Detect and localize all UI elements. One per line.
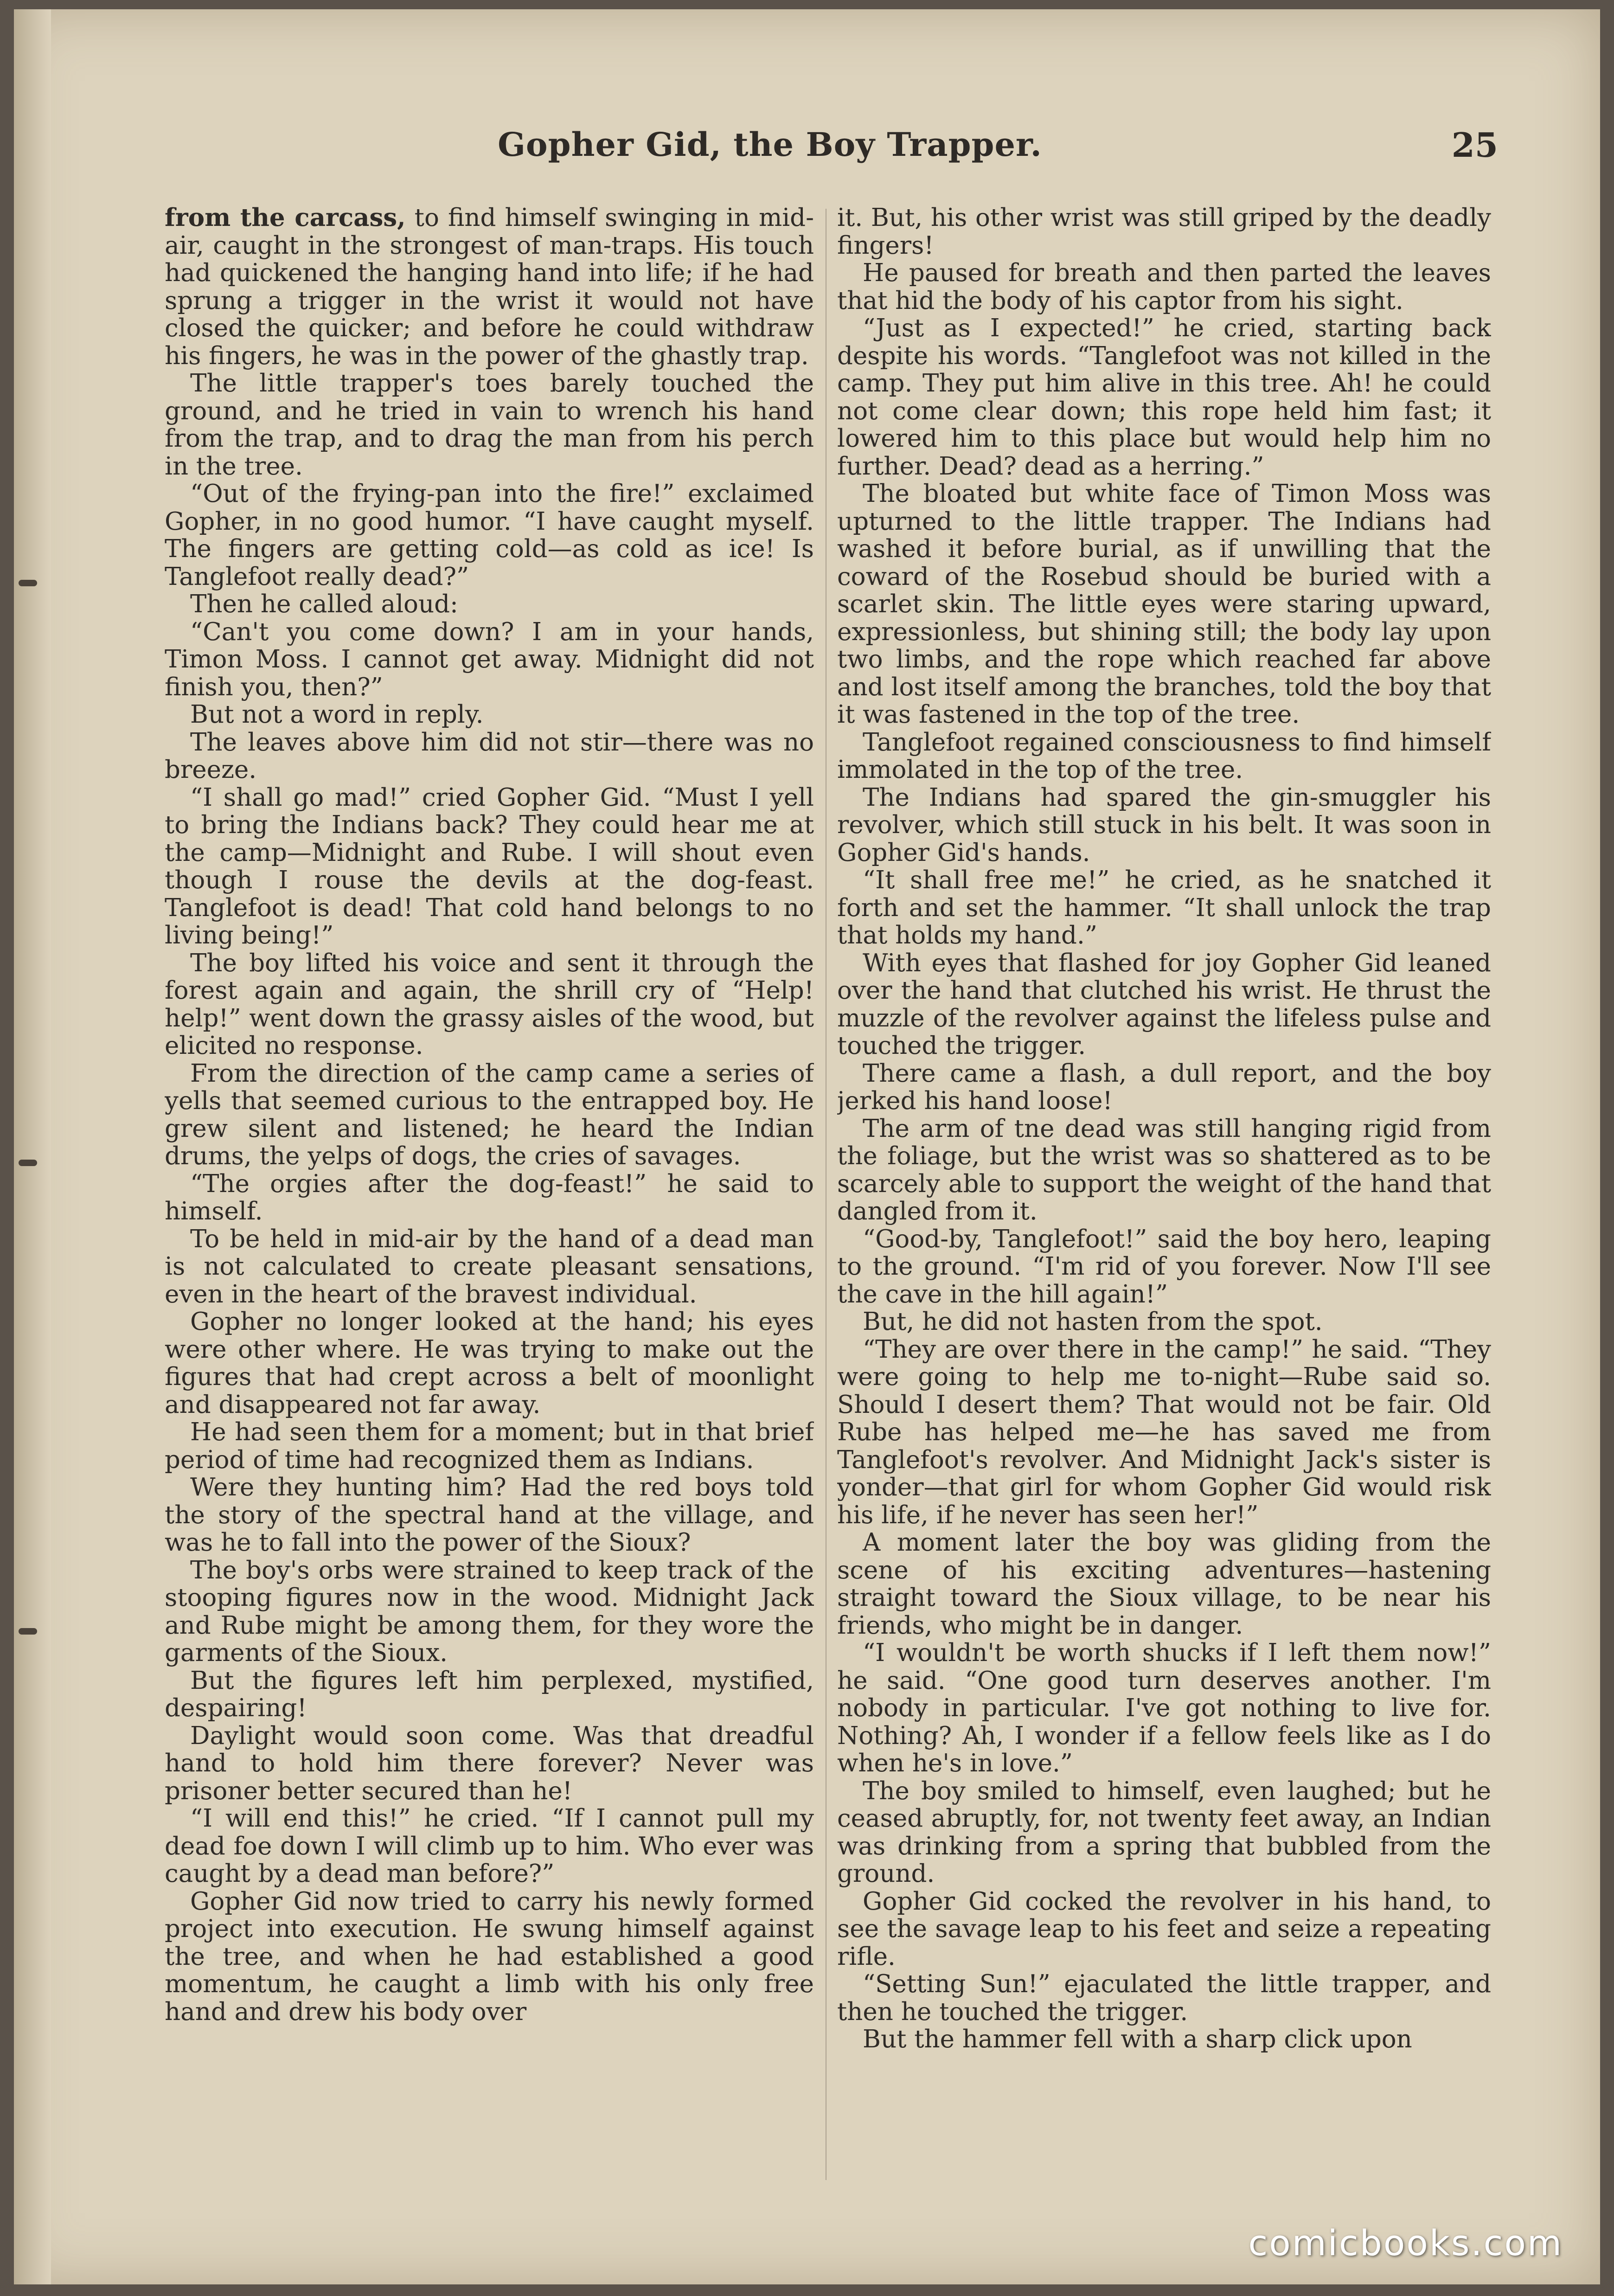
paragraph: Tanglefoot regained consciousness to find himself immolated in the top of the tree. [837, 728, 1491, 784]
paragraph: “They are over there in the camp!” he said. “They were going to help me to-night—Rube said so. Should I desert them? That would not be fair. Old Rube has helped me—he has saved me from Tanglefoot's revolver. And Midnight Jack's sister is yonder—that girl for whom Gopher Gid would risk his life, if he never has seen her!” [837, 1335, 1491, 1529]
paragraph: “I will end this!” he cried. “If I cannot pull my dead foe down I will climb up to him. Who ever was caught by a dead man before?” [165, 1804, 814, 1888]
binding-stitch [19, 1160, 37, 1166]
paragraph: “Just as I expected!” he cried, starting back despite his words. “Tanglefoot was not killed in the camp. They put him alive in this tree. Ah! he could not come clear down; this rope held him fast; it lowered him to this place but would help him no further. Dead? dead as a herring.” [837, 314, 1491, 481]
paragraph: The bloated but white face of Timon Moss was upturned to the little trapper. The Indians had washed it before burial, as if unwilling that the coward of the Rosebud should be buried with a scarlet skin. The little eyes were staring upward, expressionless, but shining still; the body lay upon two limbs, and the rope which reached far above and lost itself among the branches, told the boy that it was fastened in the top of the tree. [837, 480, 1491, 729]
paragraph: “Can't you come down? I am in your hands, Timon Moss. I cannot get away. Midnight did not finish you, then?” [165, 617, 814, 701]
paragraph: He paused for breath and then parted the leaves that hid the body of his captor from his sight. [837, 259, 1491, 315]
paragraph: The boy lifted his voice and sent it through the forest again and again, the shrill cry of “Help! help!” went down the grassy aisles of the wood, but elicited no response. [165, 949, 814, 1060]
paragraph: The arm of tne dead was still hanging rigid from the foliage, but the wrist was so shattered as to be scarcely able to support the weight of the hand that dangled from it. [837, 1114, 1491, 1225]
paragraph: Gopher no longer looked at the hand; his eyes were other where. He was trying to make out the figures that had crept across a belt of moonlight and disappeared not far away. [165, 1308, 814, 1419]
paragraph: “It shall free me!” he cried, as he snatched it forth and set the hammer. “It shall unlock the trap that holds my hand.” [837, 866, 1491, 949]
paragraph: Were they hunting him? Had the red boys told the story of the spectral hand at the village, and was he to fall into the power of the Sioux? [165, 1473, 814, 1557]
paragraph: But the figures left him perplexed, mystified, despairing! [165, 1666, 814, 1722]
paragraph: The Indians had spared the gin-smuggler his revolver, which still stuck in his belt. It was soon in Gopher Gid's hands. [837, 783, 1491, 867]
paragraph: But not a word in reply. [190, 700, 484, 729]
paragraph: Gopher Gid cocked the revolver in his hand, to see the savage leap to his feet and seize a repeating rifle. [837, 1887, 1491, 1971]
left-text-column [165, 204, 814, 2180]
paragraph: The boy's orbs were strained to keep track of the stooping figures now in the wood. Midnight Jack and Rube might be among them, for they wore the garments of the Sioux. [165, 1556, 814, 1667]
right-text-column [837, 204, 1491, 2180]
page-spine [14, 9, 51, 2284]
paragraph: But the hammer fell with a sharp click upon [863, 2025, 1412, 2053]
paragraph [165, 204, 814, 370]
paragraph: A moment later the boy was gliding from the scene of his exciting adventures—hastening straight toward the Sioux village, to be near his friends, who might be in danger. [837, 1528, 1491, 1640]
paragraph: With eyes that flashed for joy Gopher Gid leaned over the hand that clutched his wrist. He thrust the muzzle of the revolver against the lifeless pulse and touched the trigger. [837, 949, 1491, 1060]
paragraph: Then he called aloud: [190, 590, 458, 618]
running-title: Gopher Gid, the Boy Trapper. [498, 125, 1042, 164]
paragraph: There came a flash, a dull report, and the boy jerked his hand loose! [837, 1059, 1491, 1115]
binding-stitch [19, 1628, 37, 1635]
paragraph: Gopher Gid now tried to carry his newly formed project into execution. He swung himself against the tree, and when he had established a good momentum, he caught a limb with his only free hand and drew his body over [165, 1887, 814, 2026]
site-watermark: comicbooks.com [1248, 2222, 1563, 2264]
paragraph: But, he did not hasten from the spot. [863, 1308, 1323, 1336]
paragraph: From the direction of the camp came a series of yells that seemed curious to the entrapped boy. He grew silent and listened; he heard the Indian drums, the yelps of dogs, the cries of savages. [165, 1059, 814, 1170]
book-page [14, 9, 1600, 2284]
paragraph: “I shall go mad!” cried Gopher Gid. “Must I yell to bring the Indians back? They could hear me at the camp—Midnight and Rube. I will shout even though I rouse the devils at the dog-feast. Tanglefoot is dead! That cold hand belongs to no living being!” [165, 783, 814, 949]
paragraph-text: to find himself swinging in mid-air, caught in the strongest of man-traps. His touch had quickened the hanging hand into life; if he had sprung a trigger in the wrist it would not have closed the quicker; and before he could withdraw his fingers, he was in the power of the ghastly trap. [165, 204, 814, 370]
paragraph: The little trapper's toes barely touched the ground, and he tried in vain to wrench his hand from the trap, and to drag the man from his perch in the tree. [165, 369, 814, 481]
paragraph: “I wouldn't be worth shucks if I left them now!” he said. “One good turn deserves another. I'm nobody in particular. I've got nothing to live for. Nothing? Ah, I wonder if a fellow feels like as I do when he's in love.” [837, 1639, 1491, 1777]
paragraph: Daylight would soon come. Was that dreadful hand to hold him there forever? Never was prisoner better secured than he! [165, 1721, 814, 1805]
paragraph: The leaves above him did not stir—there was no breeze. [165, 728, 814, 784]
paragraph: He had seen them for a moment; but in that brief period of time had recognized them as Indians. [165, 1418, 814, 1474]
paragraph: To be held in mid-air by the hand of a dead man is not calculated to create pleasant sensations, even in the heart of the bravest individual. [165, 1225, 814, 1308]
paragraph: “The orgies after the dog-feast!” he said to himself. [165, 1169, 814, 1225]
lead-in-bold-text: from the carcass, [165, 204, 406, 232]
binding-stitch [19, 580, 37, 586]
running-header [162, 116, 1498, 186]
paragraph: it. But, his other wrist was still griped by the deadly fingers! [837, 204, 1491, 260]
paragraph: “Setting Sun!” ejaculated the little trapper, and then he touched the trigger. [837, 1970, 1491, 2026]
paragraph: The boy smiled to himself, even laughed; but he ceased abruptly, for, not twenty feet away, an Indian was drinking from a spring that bubbled from the ground. [837, 1777, 1491, 1888]
paragraph: “Good-by, Tanglefoot!” said the boy hero, leaping to the ground. “I'm rid of you forever. Now I'll see the cave in the hill again!” [837, 1225, 1491, 1308]
page-number: 25 [1451, 125, 1498, 165]
paragraph: “Out of the frying-pan into the fire!” exclaimed Gopher, in no good humor. “I have caught myself. The fingers are getting cold—as cold as ice! Is Tanglefoot really dead?” [165, 480, 814, 591]
